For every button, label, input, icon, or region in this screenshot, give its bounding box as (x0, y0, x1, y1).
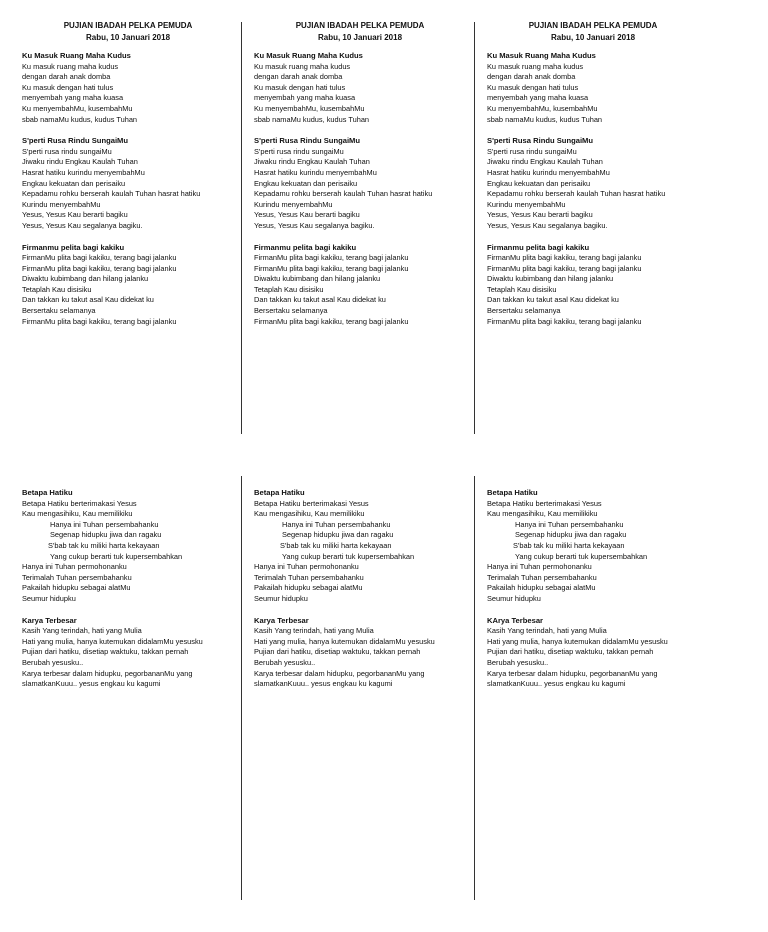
lyric-line: Diwaktu kubimbang dan hilang jalanku (487, 274, 614, 284)
lyric-line: Pujian dari hatiku, disetiap waktuku, takkan pernah (254, 647, 421, 657)
song-title: Firmanmu pelita bagi kakiku (22, 242, 125, 252)
lyric-line: sbab namaMu kudus, kudus Tuhan (22, 114, 138, 124)
column-divider-bottom-right (474, 476, 475, 900)
lyric-line: sbab namaMu kudus, kudus Tuhan (254, 114, 370, 124)
page-title: PUJIAN IBADAH PELKA PEMUDA (295, 21, 425, 30)
lyric-line: sbab namaMu kudus, kudus Tuhan (487, 114, 603, 124)
lyric-line: Ku masuk ruang maha kudus (254, 61, 351, 71)
lyric-line: FirmanMu plita bagi kakiku, terang bagi jalanku (254, 316, 409, 326)
lyric-line: Kau mengasihiku, Kau memilikiku (487, 509, 598, 519)
column-divider-top-right (474, 22, 475, 434)
column-divider-top-left (241, 22, 242, 434)
lyric-line: Berubah yesusku.. (22, 657, 84, 667)
lyric-line: S'perti rusa rindu sungaiMu (487, 146, 577, 156)
lyric-line: Seumur hidupku (487, 593, 541, 603)
lyric-line: FirmanMu plita bagi kakiku, terang bagi jalanku (22, 263, 177, 273)
lyric-line: Segenap hidupku jiwa dan ragaku (282, 530, 394, 540)
lyric-line: Hanya ini Tuhan permohonanku (487, 562, 592, 572)
lyric-line: Ku menyembahMu, kusembahMu (487, 103, 598, 113)
song-sperti-rusa (254, 136, 466, 231)
page-title: PUJIAN IBADAH PELKA PEMUDA (63, 21, 193, 30)
song-sperti-rusa (487, 136, 699, 231)
lyric-line: FirmanMu plita bagi kakiku, terang bagi jalanku (487, 263, 642, 273)
lyric-line: Engkau kekuatan dan perisaiku (487, 178, 591, 188)
lyric-line: Terimalah Tuhan persembahanku (487, 572, 597, 582)
lyric-line: Dan takkan ku takut asal Kau didekat ku (487, 295, 619, 305)
lyric-line: Kurindu menyembahMu (22, 199, 101, 209)
lyric-line: Pakailah hidupku sebagai alatMu (487, 583, 596, 593)
lyric-line: Pakailah hidupku sebagai alatMu (22, 583, 131, 593)
lyric-line: Diwaktu kubimbang dan hilang jalanku (22, 274, 149, 284)
lyric-line: Kasih Yang terindah, hati yang Mulia (22, 626, 142, 636)
lyric-line: Yang cukup berarti tuk kupersembahkan (515, 551, 648, 561)
lyric-line: Kepadamu rohku berserah kaulah Tuhan hasrat hatiku (487, 189, 666, 199)
lyric-line: slamatkanKuuu.. yesus engkau ku kagumi (22, 679, 161, 689)
lyric-line: Kurindu menyembahMu (254, 199, 333, 209)
lyric-line: Betapa Hatiku berterimakasi Yesus (22, 498, 137, 508)
song-title: Karya Terbesar (254, 615, 309, 625)
lyric-line: Terimalah Tuhan persembahanku (254, 572, 364, 582)
lyric-line: Hanya ini Tuhan permohonanku (254, 562, 359, 572)
lyric-line: Pujian dari hatiku, disetiap waktuku, takkan pernah (487, 647, 654, 657)
lyric-line: Hati yang mulia, hanya kutemukan didalamMu yesusku (487, 636, 668, 646)
song-betapa-hatiku (254, 488, 466, 605)
lyric-line: Ku menyembahMu, kusembahMu (254, 103, 365, 113)
lyric-line: Terimalah Tuhan persembahanku (22, 572, 132, 582)
lyric-line: Betapa Hatiku berterimakasi Yesus (254, 498, 369, 508)
lyric-line: FirmanMu plita bagi kakiku, terang bagi jalanku (22, 253, 177, 263)
song-ku-masuk (22, 51, 234, 125)
page-date: Rabu, 10 Januari 2018 (85, 32, 171, 42)
top-column-3 (487, 20, 699, 327)
lyric-line: Bersertaku selamanya (22, 306, 96, 316)
lyric-line: dengan darah anak domba (22, 72, 111, 82)
lyric-line: Dan takkan ku takut asal Kau didekat ku (22, 295, 154, 305)
lyric-line: Hati yang mulia, hanya kutemukan didalamMu yesusku (254, 636, 435, 646)
song-karya-terbesar (22, 616, 234, 690)
lyric-line: Ku masuk ruang maha kudus (22, 61, 119, 71)
lyric-line: Yang cukup berarti tuk kupersembahkan (282, 551, 415, 561)
lyric-line: Engkau kekuatan dan perisaiku (22, 178, 126, 188)
lyric-line: Ku masuk dengan hati tulus (254, 82, 346, 92)
lyric-line: Berubah yesusku.. (487, 657, 549, 667)
song-title: S'perti Rusa Rindu SungaiMu (254, 136, 361, 146)
song-title: Betapa Hatiku (487, 488, 538, 497)
lyric-line: dengan darah anak domba (487, 72, 576, 82)
song-firmanmu (254, 243, 466, 328)
song-title: Firmanmu pelita bagi kakiku (487, 242, 590, 252)
lyric-line: Hanya ini Tuhan persembahanku (282, 519, 391, 529)
lyric-line: Hati yang mulia, hanya kutemukan didalamMu yesusku (22, 636, 203, 646)
lyric-line: menyembah yang maha kuasa (487, 93, 589, 103)
lyric-line: Jiwaku rindu Engkau Kaulah Tuhan (487, 157, 603, 167)
lyric-line: menyembah yang maha kuasa (22, 93, 124, 103)
lyric-line: Bersertaku selamanya (487, 306, 561, 316)
song-title: Karya Terbesar (22, 615, 77, 625)
lyric-line: Yesus, Yesus Kau berarti bagiku (22, 210, 128, 220)
lyric-line: Bersertaku selamanya (254, 306, 328, 316)
lyric-line: Pujian dari hatiku, disetiap waktuku, takkan pernah (22, 647, 189, 657)
page-date: Rabu, 10 Januari 2018 (317, 32, 403, 42)
song-title: S'perti Rusa Rindu SungaiMu (22, 136, 129, 146)
lyric-line: Jiwaku rindu Engkau Kaulah Tuhan (22, 157, 138, 167)
lyric-line: S'bab tak ku miliki harta kekayaan (48, 540, 160, 550)
lyric-line: Engkau kekuatan dan perisaiku (254, 178, 358, 188)
song-ku-masuk (254, 51, 466, 125)
lyric-line: Karya terbesar dalam hidupku, pegorbananMu yang (487, 668, 658, 678)
lyric-line: S'bab tak ku miliki harta kekayaan (513, 540, 625, 550)
song-title: Firmanmu pelita bagi kakiku (254, 242, 357, 252)
lyric-line: Hanya ini Tuhan persembahanku (50, 519, 159, 529)
page-title: PUJIAN IBADAH PELKA PEMUDA (528, 21, 658, 30)
top-column-2 (254, 20, 466, 327)
lyric-line: FirmanMu plita bagi kakiku, terang bagi jalanku (254, 263, 409, 273)
lyric-line: Karya terbesar dalam hidupku, pegorbananMu yang (254, 668, 425, 678)
song-karya-terbesar (487, 616, 699, 690)
lyric-line: Hanya ini Tuhan permohonanku (22, 562, 127, 572)
song-betapa-hatiku (22, 488, 234, 605)
song-firmanmu (487, 243, 699, 328)
lyric-line: Hasrat hatiku kurindu menyembahMu (487, 167, 610, 177)
song-firmanmu (22, 243, 234, 328)
lyric-line: Tetaplah Kau disisiku (487, 284, 557, 294)
lyric-line: Berubah yesusku.. (254, 657, 316, 667)
lyric-line: Yesus, Yesus Kau segalanya bagiku. (254, 220, 375, 230)
lyric-line: Kau mengasihiku, Kau memilikiku (22, 509, 133, 519)
lyric-line: Kasih Yang terindah, hati yang Mulia (254, 626, 374, 636)
bottom-column-1 (22, 488, 234, 690)
lyric-line: FirmanMu plita bagi kakiku, terang bagi jalanku (487, 316, 642, 326)
song-betapa-hatiku (487, 488, 699, 605)
lyric-line: Yesus, Yesus Kau segalanya bagiku. (22, 220, 143, 230)
bottom-column-2 (254, 488, 466, 690)
bottom-column-3 (487, 488, 699, 690)
lyric-line: Hasrat hatiku kurindu menyembahMu (22, 167, 145, 177)
lyric-line: Ku masuk dengan hati tulus (22, 82, 114, 92)
song-ku-masuk (487, 51, 699, 125)
lyric-line: Tetaplah Kau disisiku (254, 284, 324, 294)
song-sperti-rusa (22, 136, 234, 231)
lyric-line: Seumur hidupku (22, 593, 76, 603)
lyric-line: Diwaktu kubimbang dan hilang jalanku (254, 274, 381, 284)
lyric-line: Betapa Hatiku berterimakasi Yesus (487, 498, 602, 508)
lyric-line: Dan takkan ku takut asal Kau didekat ku (254, 295, 386, 305)
page-date: Rabu, 10 Januari 2018 (550, 32, 636, 42)
lyric-line: Kepadamu rohku berserah kaulah Tuhan hasrat hatiku (254, 189, 433, 199)
lyric-line: S'perti rusa rindu sungaiMu (254, 146, 344, 156)
lyric-line: S'perti rusa rindu sungaiMu (22, 146, 112, 156)
lyric-line: Segenap hidupku jiwa dan ragaku (515, 530, 627, 540)
lyric-line: slamatkanKuuu.. yesus engkau ku kagumi (254, 679, 393, 689)
lyric-line: Kasih Yang terindah, hati yang Mulia (487, 626, 607, 636)
song-title: Betapa Hatiku (254, 488, 305, 497)
lyric-line: Yesus, Yesus Kau berarti bagiku (254, 210, 360, 220)
lyric-line: Yang cukup berarti tuk kupersembahkan (50, 551, 183, 561)
lyric-line: Kurindu menyembahMu (487, 199, 566, 209)
lyric-line: FirmanMu plita bagi kakiku, terang bagi jalanku (22, 316, 177, 326)
lyric-line: Kepadamu rohku berserah kaulah Tuhan hasrat hatiku (22, 189, 201, 199)
lyric-line: Karya terbesar dalam hidupku, pegorbananMu yang (22, 668, 193, 678)
lyric-line: FirmanMu plita bagi kakiku, terang bagi jalanku (254, 253, 409, 263)
lyric-line: Ku masuk ruang maha kudus (487, 61, 584, 71)
lyric-line: dengan darah anak domba (254, 72, 343, 82)
lyric-line: Yesus, Yesus Kau berarti bagiku (487, 210, 593, 220)
lyric-line: Yesus, Yesus Kau segalanya bagiku. (487, 220, 608, 230)
song-karya-terbesar (254, 616, 466, 690)
lyric-line: Kau mengasihiku, Kau memilikiku (254, 509, 365, 519)
song-title: KArya Terbesar (487, 615, 543, 625)
lyric-line: Seumur hidupku (254, 593, 308, 603)
lyric-line: Tetaplah Kau disisiku (22, 284, 92, 294)
song-title: Ku Masuk Ruang Maha Kudus (254, 51, 363, 60)
lyric-line: slamatkanKuuu.. yesus engkau ku kagumi (487, 679, 626, 689)
lyric-line: Ku menyembahMu, kusembahMu (22, 103, 133, 113)
lyric-line: S'bab tak ku miliki harta kekayaan (280, 540, 392, 550)
lyric-line: Hanya ini Tuhan persembahanku (515, 519, 624, 529)
song-title: Ku Masuk Ruang Maha Kudus (487, 51, 596, 60)
song-title: Ku Masuk Ruang Maha Kudus (22, 51, 131, 60)
lyric-line: Jiwaku rindu Engkau Kaulah Tuhan (254, 157, 370, 167)
lyric-line: FirmanMu plita bagi kakiku, terang bagi jalanku (487, 253, 642, 263)
song-title: S'perti Rusa Rindu SungaiMu (487, 136, 594, 146)
lyric-line: Segenap hidupku jiwa dan ragaku (50, 530, 162, 540)
lyric-line: Ku masuk dengan hati tulus (487, 82, 579, 92)
lyric-line: Pakailah hidupku sebagai alatMu (254, 583, 363, 593)
column-divider-bottom-left (241, 476, 242, 900)
song-title: Betapa Hatiku (22, 488, 73, 497)
top-column-1 (22, 20, 234, 327)
lyric-line: Hasrat hatiku kurindu menyembahMu (254, 167, 377, 177)
lyric-line: menyembah yang maha kuasa (254, 93, 356, 103)
